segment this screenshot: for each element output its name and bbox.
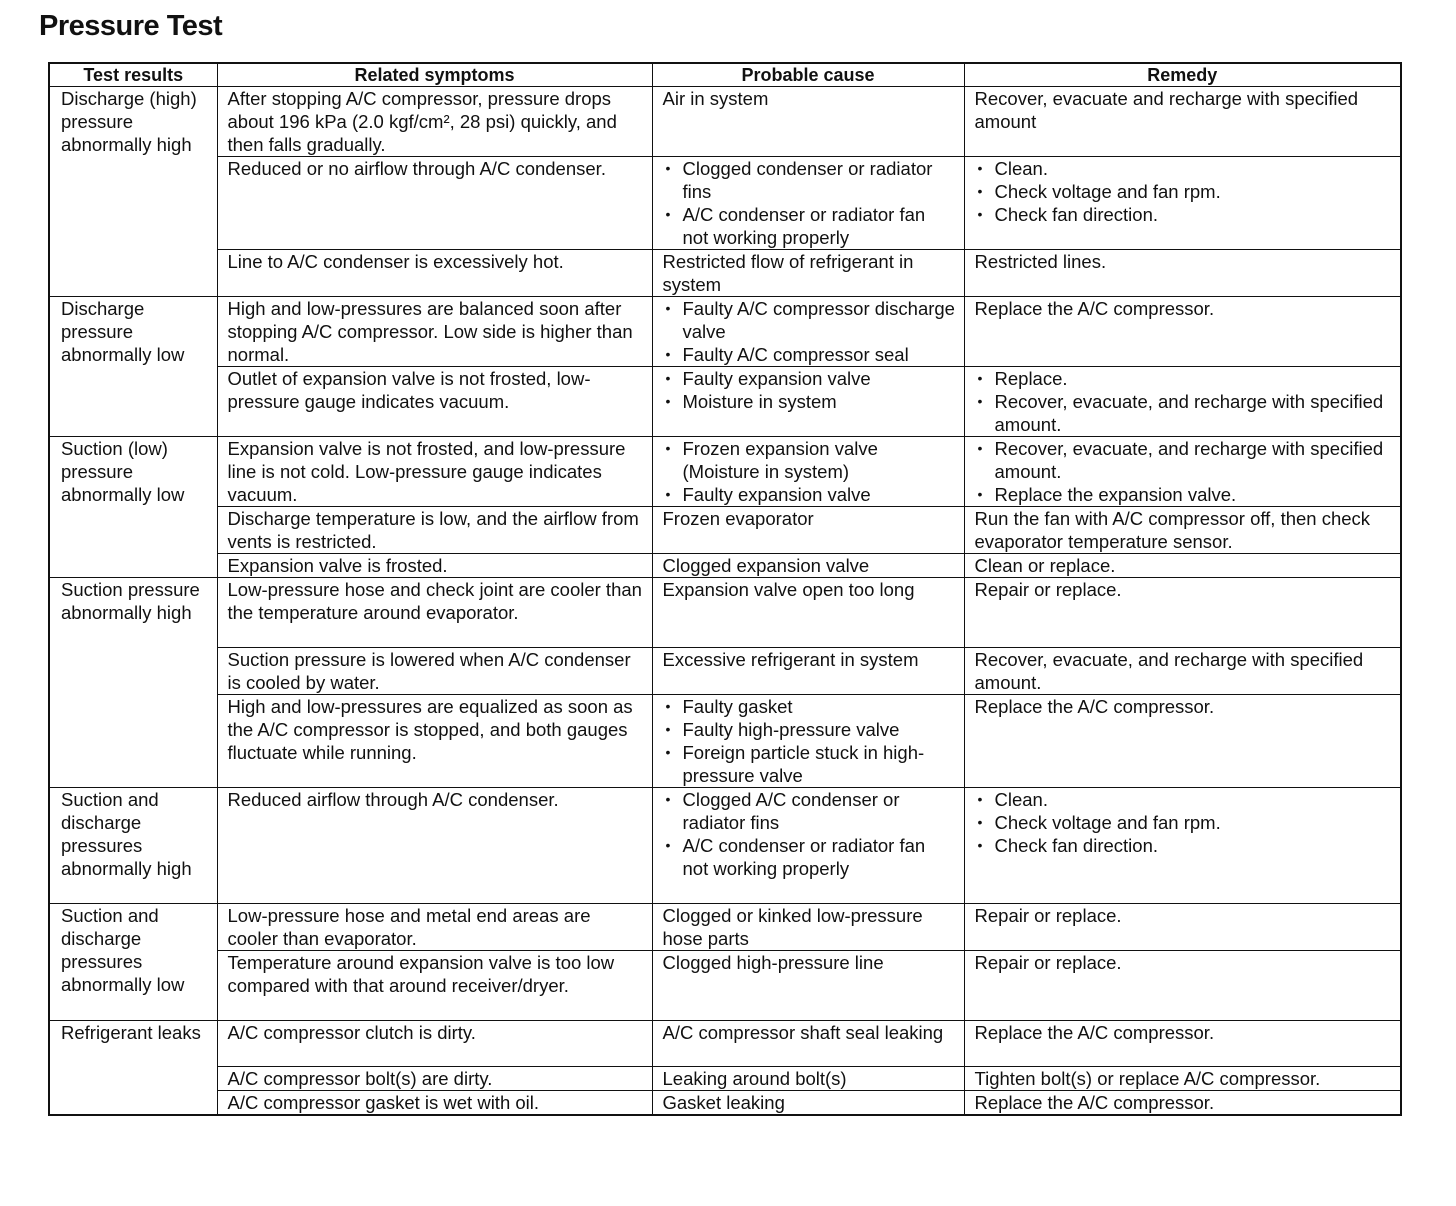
table-row (49, 507, 1401, 554)
table-row (49, 297, 1401, 367)
symptom-cell: Expansion valve is frosted. (217, 554, 652, 578)
cause-cell (652, 87, 964, 157)
remedy-cell (964, 87, 1401, 157)
cause-item: • Clogged A/C condenser or radiator fins (663, 788, 956, 834)
remedy-cell (964, 554, 1401, 578)
cause-item: • Frozen expansion valve (Moisture in system) (663, 437, 956, 483)
remedy-cell (964, 1067, 1401, 1091)
remedy-item: • Replace the expansion valve. (975, 483, 1393, 506)
cause-item: • Faulty A/C compressor discharge valve (663, 297, 956, 343)
header-row (49, 63, 1401, 87)
symptom-cell: Line to A/C condenser is excessively hot. (217, 250, 652, 297)
remedy-list (975, 437, 1393, 506)
table-row (49, 367, 1401, 437)
remedy-item: • Clean. (975, 157, 1393, 180)
test-result-cell: Refrigerant leaks (49, 1021, 217, 1116)
cause-cell (652, 788, 964, 904)
remedy-text: Run the fan with A/C compressor off, then check evaporator temperature sensor. (974, 508, 1371, 552)
cause-item: • Faulty gasket (663, 695, 956, 718)
table-row (49, 695, 1401, 788)
cause-list (663, 437, 956, 506)
cause-text: Leaking around bolt(s) (662, 1068, 847, 1089)
symptom-cell: A/C compressor gasket is wet with oil. (217, 1091, 652, 1116)
table-row (49, 437, 1401, 507)
cause-cell (652, 904, 964, 951)
remedy-cell (964, 695, 1401, 788)
cause-list (663, 788, 956, 880)
remedy-cell (964, 951, 1401, 1021)
remedy-text: Replace the A/C compressor. (974, 298, 1215, 319)
cause-item: • Faulty expansion valve (663, 483, 956, 506)
test-result-cell: Suction and discharge pressures abnormally low (49, 904, 217, 1021)
remedy-item: • Check voltage and fan rpm. (975, 180, 1393, 203)
table-row (49, 951, 1401, 1021)
table-body (49, 87, 1401, 1116)
cause-item: • A/C condenser or radiator fan not working properly (663, 203, 956, 249)
cause-item: • Moisture in system (663, 390, 956, 413)
remedy-item: • Replace. (975, 367, 1393, 390)
remedy-cell (964, 250, 1401, 297)
table-row (49, 1021, 1401, 1067)
cause-text: Frozen evaporator (662, 508, 814, 529)
header-remedy: Remedy (964, 63, 1401, 87)
symptom-cell: High and low-pressures are balanced soon after stopping A/C compressor. Low side is higher than normal. (217, 297, 652, 367)
remedy-text: Repair or replace. (974, 952, 1122, 973)
pressure-test-table (48, 62, 1402, 1116)
test-result-cell: Suction and discharge pressures abnormally high (49, 788, 217, 904)
cause-cell (652, 578, 964, 648)
cause-item: • Faulty expansion valve (663, 367, 956, 390)
symptom-cell: Low-pressure hose and metal end areas are cooler than evaporator. (217, 904, 652, 951)
cause-item: • Clogged condenser or radiator fins (663, 157, 956, 203)
cause-text: Restricted flow of refrigerant in system (662, 251, 914, 295)
cause-item: • A/C condenser or radiator fan not working properly (663, 834, 956, 880)
cause-cell (652, 367, 964, 437)
cause-item: • Faulty A/C compressor seal (663, 343, 956, 366)
remedy-cell (964, 904, 1401, 951)
symptom-cell: Expansion valve is not frosted, and low-pressure line is not cold. Low-pressure gauge indicates vacuum. (217, 437, 652, 507)
table-row (49, 1091, 1401, 1116)
remedy-item: • Check fan direction. (975, 834, 1393, 857)
remedy-item: • Check fan direction. (975, 203, 1393, 226)
remedy-cell (964, 297, 1401, 367)
cause-cell (652, 297, 964, 367)
cause-text: Clogged high-pressure line (662, 952, 884, 973)
symptom-cell: Discharge temperature is low, and the airflow from vents is restricted. (217, 507, 652, 554)
cause-cell (652, 1021, 964, 1067)
symptom-cell: Temperature around expansion valve is too low compared with that around receiver/dryer. (217, 951, 652, 1021)
test-result-cell: Suction (low) pressure abnormally low (49, 437, 217, 578)
cause-cell (652, 250, 964, 297)
cause-text: Clogged or kinked low-pressure hose parts (662, 905, 923, 949)
cause-cell (652, 695, 964, 788)
table-row (49, 578, 1401, 648)
remedy-list (975, 788, 1393, 857)
cause-list (663, 297, 956, 366)
remedy-cell (964, 367, 1401, 437)
table-row (49, 250, 1401, 297)
header-probable-cause: Probable cause (652, 63, 964, 87)
remedy-cell (964, 507, 1401, 554)
table-row (49, 1067, 1401, 1091)
table-row (49, 157, 1401, 250)
cause-text: Gasket leaking (662, 1092, 785, 1113)
page-title: Pressure Test (39, 10, 223, 42)
remedy-list (975, 157, 1393, 226)
symptom-cell: A/C compressor bolt(s) are dirty. (217, 1067, 652, 1091)
cause-text: Expansion valve open too long (662, 579, 915, 600)
symptom-cell: A/C compressor clutch is dirty. (217, 1021, 652, 1067)
header-test-results: Test results (49, 63, 217, 87)
remedy-cell (964, 157, 1401, 250)
symptom-cell: Reduced airflow through A/C condenser. (217, 788, 652, 904)
remedy-text: Tighten bolt(s) or replace A/C compressor. (974, 1068, 1321, 1089)
cause-list (663, 367, 956, 413)
header-related-symptoms: Related symptoms (217, 63, 652, 87)
table-row (49, 648, 1401, 695)
remedy-cell (964, 437, 1401, 507)
symptom-cell: High and low-pressures are equalized as soon as the A/C compressor is stopped, and both gauges fluctuate while running. (217, 695, 652, 788)
remedy-list (975, 367, 1393, 436)
cause-list (663, 695, 956, 787)
cause-cell (652, 951, 964, 1021)
remedy-text: Recover, evacuate, and recharge with specified amount. (974, 649, 1364, 693)
symptom-cell: Low-pressure hose and check joint are cooler than the temperature around evaporator. (217, 578, 652, 648)
symptom-cell: Outlet of expansion valve is not frosted, low-pressure gauge indicates vacuum. (217, 367, 652, 437)
remedy-text: Restricted lines. (974, 251, 1107, 272)
remedy-cell (964, 1021, 1401, 1067)
remedy-cell (964, 1091, 1401, 1116)
cause-text: Air in system (662, 88, 769, 109)
test-result-cell: Discharge pressure abnormally low (49, 297, 217, 437)
cause-cell (652, 157, 964, 250)
remedy-text: Repair or replace. (974, 579, 1122, 600)
test-result-cell: Suction pressure abnormally high (49, 578, 217, 788)
cause-text: Excessive refrigerant in system (662, 649, 919, 670)
remedy-text: Clean or replace. (974, 555, 1116, 576)
remedy-item: • Check voltage and fan rpm. (975, 811, 1393, 834)
cause-list (663, 157, 956, 249)
table-row (49, 788, 1401, 904)
cause-cell (652, 648, 964, 695)
symptom-cell: After stopping A/C compressor, pressure drops about 196 kPa (2.0 kgf/cm², 28 psi) quickly, and then falls gradually. (217, 87, 652, 157)
remedy-cell (964, 648, 1401, 695)
remedy-item: • Recover, evacuate, and recharge with specified amount. (975, 437, 1393, 483)
table-row (49, 554, 1401, 578)
remedy-text: Recover, evacuate and recharge with specified amount (974, 88, 1359, 132)
remedy-item: • Clean. (975, 788, 1393, 811)
cause-cell (652, 437, 964, 507)
remedy-text: Replace the A/C compressor. (974, 1092, 1215, 1113)
cause-cell (652, 1067, 964, 1091)
cause-cell (652, 1091, 964, 1116)
remedy-item: • Recover, evacuate, and recharge with specified amount. (975, 390, 1393, 436)
cause-text: Clogged expansion valve (662, 555, 870, 576)
symptom-cell: Suction pressure is lowered when A/C condenser is cooled by water. (217, 648, 652, 695)
table-row (49, 87, 1401, 157)
cause-item: • Foreign particle stuck in high-pressure valve (663, 741, 956, 787)
cause-text: A/C compressor shaft seal leaking (662, 1022, 944, 1043)
remedy-text: Replace the A/C compressor. (974, 1022, 1215, 1043)
cause-cell (652, 554, 964, 578)
remedy-text: Repair or replace. (974, 905, 1122, 926)
cause-item: • Faulty high-pressure valve (663, 718, 956, 741)
symptom-cell: Reduced or no airflow through A/C condenser. (217, 157, 652, 250)
remedy-text: Replace the A/C compressor. (974, 696, 1215, 717)
table-row (49, 904, 1401, 951)
cause-cell (652, 507, 964, 554)
test-result-cell: Discharge (high) pressure abnormally high (49, 87, 217, 297)
remedy-cell (964, 578, 1401, 648)
remedy-cell (964, 788, 1401, 904)
